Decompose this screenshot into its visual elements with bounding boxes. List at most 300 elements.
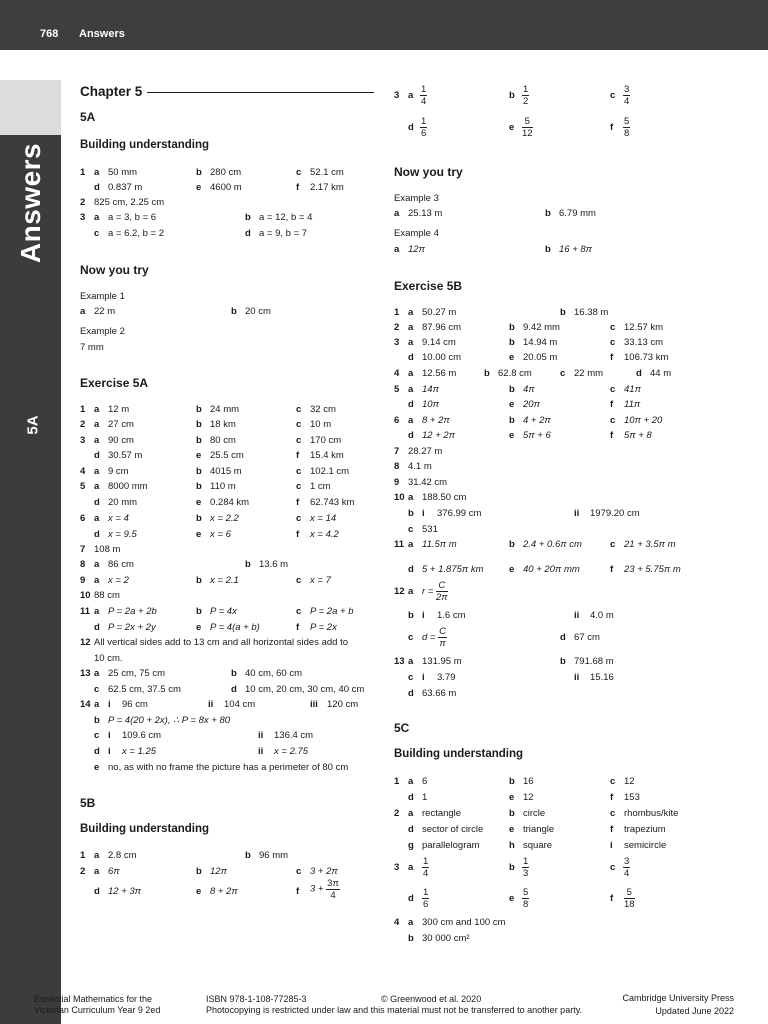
answer: 20 mm: [108, 497, 138, 508]
answer-letter: f: [296, 529, 300, 540]
side-tab-highlight: [0, 80, 61, 135]
answer-letter: a: [408, 368, 414, 379]
answer-letter: c: [296, 167, 302, 178]
answer: 31.42 cm: [408, 477, 448, 488]
numerator: 1: [421, 84, 427, 95]
answer-letter: b: [509, 322, 515, 333]
answer: 300 cm and 100 cm: [422, 917, 506, 928]
answer: 2.8 cm: [108, 850, 137, 861]
answer-letter: d: [408, 122, 414, 133]
question-number: 9: [394, 477, 400, 488]
answer: rhombus/kite: [624, 808, 679, 819]
fraction: [623, 84, 630, 107]
answer-letter: c: [610, 337, 616, 348]
answer-letter: a: [408, 492, 414, 503]
answer-letter: b: [196, 404, 202, 415]
answer-letter: c: [94, 684, 100, 695]
answer: 10 cm, 20 cm, 30 cm, 40 cm: [245, 684, 365, 695]
answer-letter: b: [408, 508, 414, 519]
question-number: 1: [394, 776, 400, 787]
answer-prefix: r =: [422, 586, 434, 597]
answer-letter: a: [94, 435, 100, 446]
denominator: 6: [423, 899, 429, 910]
answer: 15.16: [590, 672, 614, 683]
fraction: [522, 887, 529, 910]
answer-letter: a: [408, 586, 414, 597]
answer: x = 2: [108, 575, 129, 586]
answer: 50.27 m: [422, 307, 457, 318]
answer-letter: d: [408, 893, 414, 904]
answer: 12.57 km: [624, 322, 664, 333]
fraction: [624, 887, 635, 910]
section-5b-heading: 5B: [80, 796, 96, 810]
answer-letter: b: [509, 808, 515, 819]
numerator: 1: [423, 887, 429, 898]
footer-notice: Photocopying is restricted under law and this material must not be transferred to another party.: [206, 1005, 583, 1015]
answer: trapezium: [624, 824, 666, 835]
denominator: 8: [624, 128, 630, 139]
answer-letter: b: [545, 208, 551, 219]
answer-letter: b: [94, 715, 100, 726]
answer: 1.6 cm: [437, 610, 466, 621]
numerator: C: [436, 580, 448, 592]
answer-letter: a: [394, 244, 400, 255]
answer: 62.8 cm: [498, 368, 532, 379]
answer-letter: f: [610, 430, 614, 441]
answer: x = 4.2: [310, 529, 339, 540]
answer: 6: [422, 776, 428, 787]
answer-letter: d: [408, 352, 414, 363]
denominator: 3: [523, 868, 529, 879]
answer: 44 m: [650, 368, 672, 379]
answer: 63.66 m: [422, 688, 457, 699]
numerator: 1: [423, 856, 429, 867]
answer: 120 cm: [327, 699, 359, 710]
answer: 106.73 km: [624, 352, 669, 363]
answer-letter: b: [231, 306, 237, 317]
answer-letter: a: [94, 850, 100, 861]
question-number: 6: [394, 415, 400, 426]
answer-letter: b: [509, 862, 515, 873]
answer-letter: a: [408, 415, 414, 426]
answer-letter: d: [94, 886, 100, 897]
answer: 86 cm: [108, 559, 134, 570]
question-number: 2: [394, 322, 400, 333]
answer: 109.6 cm: [122, 730, 162, 741]
answer: 12: [624, 776, 635, 787]
answer: x = 4: [108, 513, 129, 524]
answer-letter: i: [422, 610, 425, 621]
answer-letter: e: [196, 497, 202, 508]
5a-bu-heading: Building understanding: [80, 139, 210, 151]
answer: 104 cm: [224, 699, 256, 710]
answer: 28.27 m: [408, 446, 443, 457]
answer: 96 mm: [259, 850, 289, 861]
question-number: 12: [80, 637, 91, 648]
denominator: 18: [624, 899, 635, 910]
answer: P = 4(a + b): [210, 622, 260, 633]
answer: 6π: [108, 866, 120, 877]
answer-letter: a: [408, 90, 414, 101]
answer-prefix: 3 +: [310, 883, 324, 895]
answer-fraction: [422, 626, 447, 649]
answer: 25 cm, 75 cm: [108, 668, 166, 679]
fraction: [422, 887, 429, 910]
answer: 8000 mm: [108, 481, 148, 492]
answer-letter: d: [231, 684, 237, 695]
answer-letter: i: [108, 746, 111, 757]
answer-letter: f: [610, 792, 614, 803]
answer: 4.0 m: [590, 610, 614, 621]
answer: x = 9.5: [108, 529, 137, 540]
denominator: 12: [522, 128, 533, 139]
answer: 40 cm, 60 cm: [245, 668, 303, 679]
answer-letter: b: [196, 575, 202, 586]
answer-letter: ii: [258, 746, 264, 757]
answer-letter: c: [94, 730, 100, 741]
answer-letter: d: [636, 368, 642, 379]
answer: 825 cm, 2.25 cm: [94, 197, 165, 208]
answer: 16 + 8π: [559, 244, 593, 255]
answer-letter: d: [94, 746, 100, 757]
question-number: 10: [80, 590, 91, 601]
answer-letter: e: [196, 450, 202, 461]
answer-letter: a: [408, 539, 414, 550]
example-label: Example 2: [80, 326, 125, 337]
answer: 16.38 m: [574, 307, 609, 318]
answer-letter: e: [509, 824, 515, 835]
answer: P = 2x + 2y: [108, 622, 156, 633]
question-number: 6: [80, 513, 86, 524]
answer: 67 cm: [574, 632, 600, 643]
answer: 10π: [422, 399, 439, 410]
answer: 41π: [624, 384, 641, 395]
answer-letter: a: [408, 322, 414, 333]
answer-letter: ii: [574, 508, 580, 519]
numerator: 1: [421, 116, 427, 127]
answer: 108 m: [94, 544, 121, 555]
answer-letter: c: [296, 513, 302, 524]
answer-letter: d: [94, 182, 100, 193]
answer: 22 mm: [574, 368, 604, 379]
answer: 20.05 m: [523, 352, 558, 363]
answer: 9.14 cm: [422, 337, 456, 348]
fraction: [623, 856, 630, 879]
answer: 5 + 1.875π km: [422, 564, 484, 575]
answer-letter: f: [610, 893, 614, 904]
numerator: 3π: [327, 878, 339, 889]
answer-letter: b: [245, 559, 251, 570]
denominator: 4: [421, 96, 427, 107]
5b-bu-heading: Building understanding: [80, 823, 210, 835]
answer-letter: a: [94, 466, 100, 477]
answer: 1: [422, 792, 428, 803]
answer: 531: [422, 524, 438, 535]
answer-letter: f: [296, 182, 300, 193]
answer-letter: b: [560, 656, 566, 667]
answer-letter: iii: [310, 699, 318, 710]
answer: 4π: [523, 384, 535, 395]
answer-letter: c: [296, 404, 302, 415]
answer: 0.284 km: [210, 497, 250, 508]
answer: no, as with no frame the picture has a perimeter of 80 cm: [108, 762, 349, 773]
answer-letter: a: [94, 419, 100, 430]
answer-letter: i: [422, 508, 425, 519]
answer-letter: d: [408, 688, 414, 699]
answer-letter: c: [408, 632, 414, 643]
answer-letter: a: [408, 808, 414, 819]
denominator: π: [439, 638, 446, 649]
fraction: [522, 116, 533, 139]
answer-letter: b: [509, 384, 515, 395]
answer: x = 2.75: [274, 746, 309, 757]
question-number: 1: [80, 167, 86, 178]
example-label: Example 1: [80, 291, 125, 302]
question-number: 4: [394, 917, 400, 928]
fraction: [420, 84, 427, 107]
answer-letter: d: [408, 399, 414, 410]
answer: 110 m: [210, 481, 236, 492]
question-number: 4: [80, 466, 86, 477]
page-number: 768: [40, 28, 59, 40]
answer-letter: e: [509, 792, 515, 803]
answer: 23 + 5.75π m: [624, 564, 681, 575]
answer-letter: b: [408, 610, 414, 621]
answer-letter: c: [560, 368, 566, 379]
answer-letter: c: [610, 322, 616, 333]
answer: a = 3, b = 6: [108, 212, 157, 223]
side-answers-label: Answers: [15, 142, 46, 264]
question-number: 8: [394, 461, 400, 472]
question-number: 3: [394, 862, 400, 873]
answer: P = 2a + 2b: [108, 606, 157, 617]
question-number: 5: [80, 481, 86, 492]
answer: x = 2.2: [210, 513, 239, 524]
answer-letter: ii: [574, 672, 580, 683]
question-number: 13: [80, 668, 91, 679]
answer: 11π: [624, 399, 641, 410]
answer: 2.4 + 0.6π cm: [523, 539, 582, 550]
answer-letter: b: [196, 481, 202, 492]
answer: 280 cm: [210, 167, 242, 178]
answer-letter: b: [245, 212, 251, 223]
question-number: 7: [80, 544, 86, 555]
denominator: 4: [423, 868, 429, 879]
question-number: 5: [394, 384, 400, 395]
answer-letter: c: [610, 808, 616, 819]
question-number: 11: [394, 539, 405, 550]
answer-letter: c: [296, 435, 302, 446]
question-number: 11: [80, 606, 91, 617]
answer: 9 cm: [108, 466, 129, 477]
answer: 25.5 cm: [210, 450, 244, 461]
answer: 25.13 m: [408, 208, 443, 219]
answer-letter: f: [296, 622, 300, 633]
answer-letter: ii: [258, 730, 264, 741]
answer-letter: c: [296, 466, 302, 477]
answer: 12.56 m: [422, 368, 457, 379]
answer: 96 cm: [122, 699, 148, 710]
answer-letter: a: [94, 575, 100, 586]
denominator: 8: [523, 899, 529, 910]
answer-letter: a: [94, 606, 100, 617]
answer-letter: e: [509, 893, 515, 904]
denominator: 6: [421, 128, 427, 139]
numerator: C: [439, 626, 446, 637]
answer-letter: c: [610, 776, 616, 787]
answer-letter: a: [408, 656, 414, 667]
answer: 10.00 cm: [422, 352, 462, 363]
answer: 3 + 2π: [310, 866, 338, 877]
answer-prefix: d =: [422, 632, 436, 643]
answer-letter: b: [196, 866, 202, 877]
answer-letter: a: [94, 668, 100, 679]
answer: 30.57 m: [108, 450, 143, 461]
answer: 188.50 cm: [422, 492, 467, 503]
answer: 6.79 mm: [559, 208, 596, 219]
answer: 21 + 3.5π m: [624, 539, 676, 550]
answer-letter: a: [394, 208, 400, 219]
answer: sector of circle: [422, 824, 484, 835]
answer-letter: c: [296, 419, 302, 430]
answer: 1 cm: [310, 481, 331, 492]
answer-letter: e: [196, 886, 202, 897]
exercise-5b-heading: Exercise 5B: [394, 279, 463, 293]
answer-letter: b: [196, 466, 202, 477]
question-number: 2: [80, 419, 86, 430]
answer-letter: a: [94, 212, 100, 223]
question-number: 8: [80, 559, 86, 570]
answer-letter: a: [94, 559, 100, 570]
answer: 50 mm: [108, 167, 138, 178]
answer-letter: b: [545, 244, 551, 255]
answer-letter: d: [94, 622, 100, 633]
answer-letter: d: [408, 564, 414, 575]
answer: P = 4(20 + 2x), ∴ P = 8x + 80: [108, 715, 231, 726]
answer-letter: a: [94, 513, 100, 524]
answer-letter: c: [296, 575, 302, 586]
answer-letter: a: [408, 337, 414, 348]
answer: 9.42 mm: [523, 322, 560, 333]
numerator: 3: [624, 856, 630, 867]
footer-publisher: Cambridge University Press: [622, 993, 734, 1003]
answer: 62.5 cm, 37.5 cm: [108, 684, 181, 695]
numerator: 5: [624, 116, 630, 127]
footer-copyright: © Greenwood et al. 2020: [381, 994, 482, 1004]
question-number: 3: [80, 435, 86, 446]
answer-letter: c: [610, 415, 616, 426]
answer-letter: b: [196, 167, 202, 178]
denominator: 4: [330, 890, 336, 901]
answer-letter: a: [94, 481, 100, 492]
numerator: 1: [523, 84, 529, 95]
answer-letter: c: [94, 228, 100, 239]
question-number: 1: [80, 404, 86, 415]
answer: P = 2a + b: [310, 606, 354, 617]
answer: 3.79: [437, 672, 456, 683]
answer: 13.6 m: [259, 559, 289, 570]
answer: 27 cm: [108, 419, 134, 430]
footer-isbn: ISBN 978-1-108-77285-3: [206, 994, 307, 1004]
answer: 10 m: [310, 419, 332, 430]
answer-letter: a: [94, 167, 100, 178]
denominator: 2π: [436, 592, 448, 603]
answer-letter: c: [610, 384, 616, 395]
answer-letter: i: [108, 730, 111, 741]
answer-letter: f: [610, 352, 614, 363]
answer-letter: b: [509, 415, 515, 426]
answer-letter: b: [509, 539, 515, 550]
section-5c-heading: 5C: [394, 721, 410, 735]
answer: 7 mm: [80, 342, 104, 353]
answer: 14.94 m: [523, 337, 558, 348]
answer: 4600 m: [210, 182, 242, 193]
answer-letter: a: [94, 866, 100, 877]
answer-letter: c: [408, 672, 414, 683]
fraction: [326, 878, 340, 901]
answer-letter: d: [245, 228, 251, 239]
header-title: Answers: [79, 28, 125, 40]
answer-letter: d: [408, 430, 414, 441]
answer-letter: d: [560, 632, 566, 643]
answer-letter: b: [245, 850, 251, 861]
answer: 1979.20 cm: [590, 508, 640, 519]
answer: 52.1 cm: [310, 167, 344, 178]
answer: 136.4 cm: [274, 730, 314, 741]
answer-letter: a: [408, 917, 414, 928]
fraction: [522, 84, 529, 107]
answer-letter: e: [196, 182, 202, 193]
question-number: 12: [394, 586, 405, 597]
answer: 20π: [523, 399, 540, 410]
numerator: 5: [522, 116, 533, 128]
chapter-title: Chapter 5: [80, 84, 143, 99]
fraction: [436, 580, 448, 603]
answer-letter: d: [408, 792, 414, 803]
answer: 14π: [422, 384, 439, 395]
answer-letter: b: [509, 776, 515, 787]
answer: 5π + 6: [523, 430, 551, 441]
question-number: 9: [80, 575, 86, 586]
denominator: 4: [624, 868, 630, 879]
answer-letter: a: [408, 384, 414, 395]
footer-book-subtitle: Victorian Curriculum Year 9 2ed: [34, 1005, 161, 1015]
answer: x = 1.25: [122, 746, 157, 757]
fraction: [420, 116, 427, 139]
answer-letter: c: [296, 606, 302, 617]
answer-letter: ii: [574, 610, 580, 621]
answer: square: [523, 840, 553, 851]
numerator: 1: [523, 856, 529, 867]
5c-bu-heading: Building understanding: [394, 748, 524, 760]
answer-letter: a: [94, 699, 100, 710]
answer-letter: c: [610, 539, 616, 550]
5a-nyt-heading: Now you try: [80, 263, 149, 277]
answer: circle: [523, 808, 546, 819]
answer-letter: f: [296, 886, 300, 897]
answer-letter: b: [231, 668, 237, 679]
answer-letter: e: [196, 622, 202, 633]
fraction: [522, 856, 529, 879]
answer-letter: e: [94, 762, 100, 773]
answer-letter: b: [196, 419, 202, 430]
answer-letter: d: [94, 450, 100, 461]
answer: 5π + 8: [624, 430, 652, 441]
answer: P = 4x: [210, 606, 237, 617]
answer-letter: b: [196, 606, 202, 617]
question-number: 1: [394, 307, 400, 318]
answer: a = 6.2, b = 2: [108, 228, 164, 239]
